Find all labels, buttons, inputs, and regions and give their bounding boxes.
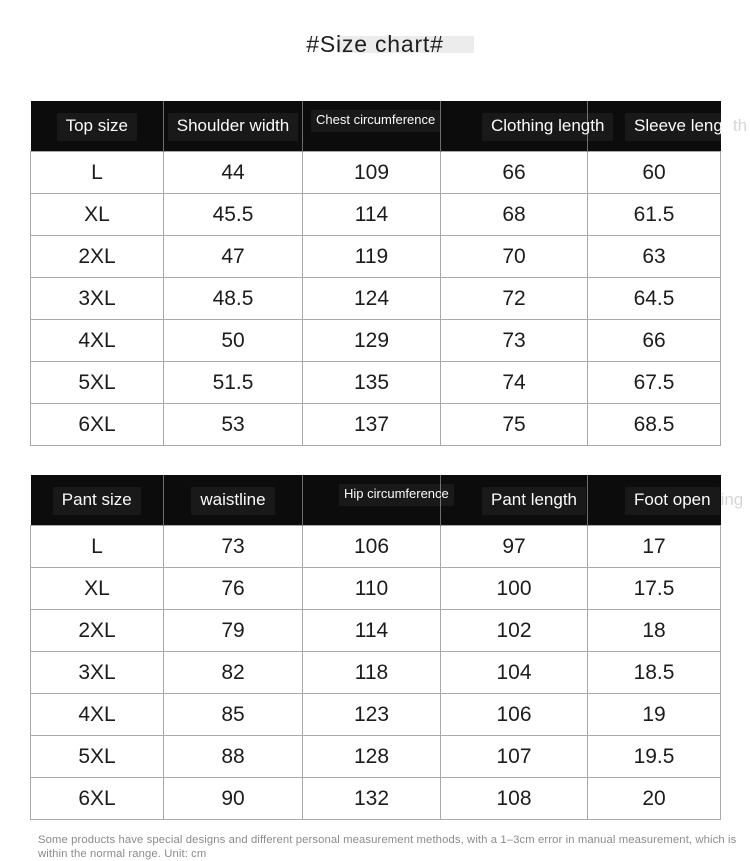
measurement-cell: 88 [164, 736, 303, 778]
measurement-cell: 123 [303, 694, 441, 736]
measurement-cell: 76 [164, 568, 303, 610]
measurement-cell: 19.5 [588, 736, 721, 778]
table-row [31, 568, 721, 610]
pant-size-table-header [31, 475, 721, 526]
size-cell: 5XL [31, 362, 164, 404]
column-header-foot-opening [588, 475, 721, 526]
column-header-waistline [164, 475, 303, 526]
measurement-cell: 53 [164, 404, 303, 446]
page-title-wrap [0, 0, 750, 101]
size-cell: L [31, 526, 164, 568]
table-row [31, 194, 721, 236]
top-size-table-header [31, 101, 721, 152]
measurement-cell: 110 [303, 568, 441, 610]
column-header-shoulder-width [164, 101, 303, 152]
measurement-cell: 114 [303, 194, 441, 236]
measurement-cell: 48.5 [164, 278, 303, 320]
measurement-cell: 18.5 [588, 652, 721, 694]
column-label-clipped-tail: ing [720, 490, 744, 509]
measurement-cell: 17 [588, 526, 721, 568]
size-cell: 6XL [31, 404, 164, 446]
pant-size-table [30, 475, 721, 820]
column-label: Hip circumference [339, 484, 454, 506]
column-header-clothing-length [441, 101, 588, 152]
measurement-cell: 90 [164, 778, 303, 820]
size-cell: XL [31, 568, 164, 610]
measurement-cell: 128 [303, 736, 441, 778]
measurement-cell: 114 [303, 610, 441, 652]
size-cell: L [31, 152, 164, 194]
measurement-cell: 132 [303, 778, 441, 820]
table-row [31, 652, 721, 694]
header-row [31, 475, 721, 526]
measurement-cell: 19 [588, 694, 721, 736]
column-header-pant-length [441, 475, 588, 526]
table-row [31, 736, 721, 778]
column-label-clipped-tail: th [732, 116, 747, 135]
measurement-note-line-1: Some products have special designs and different personal measurement methods, with a 1–3cm error in manual measurement, which is [38, 834, 738, 848]
measurement-cell: 47 [164, 236, 303, 278]
measurement-cell: 51.5 [164, 362, 303, 404]
measurement-cell: 104 [441, 652, 588, 694]
column-label: Chest circumference [311, 110, 440, 132]
measurement-cell: 85 [164, 694, 303, 736]
measurement-cell: 119 [303, 236, 441, 278]
measurement-cell: 109 [303, 152, 441, 194]
table-row [31, 152, 721, 194]
measurement-cell: 97 [441, 526, 588, 568]
measurement-note [38, 834, 738, 861]
measurement-cell: 106 [303, 526, 441, 568]
measurement-cell: 100 [441, 568, 588, 610]
column-header-top-size [31, 101, 164, 152]
column-label: Foot open [625, 487, 720, 515]
measurement-cell: 61.5 [588, 194, 721, 236]
measurement-cell: 73 [164, 526, 303, 568]
measurement-cell: 102 [441, 610, 588, 652]
column-label: Clothing length [482, 113, 613, 141]
table-row [31, 278, 721, 320]
measurement-cell: 44 [164, 152, 303, 194]
measurement-cell: 72 [441, 278, 588, 320]
table-row [31, 610, 721, 652]
measurement-cell: 18 [588, 610, 721, 652]
top-size-table-body [31, 152, 721, 446]
table-row [31, 362, 721, 404]
measurement-cell: 124 [303, 278, 441, 320]
measurement-cell: 79 [164, 610, 303, 652]
column-label: Pant size [53, 487, 141, 515]
measurement-cell: 118 [303, 652, 441, 694]
measurement-cell: 135 [303, 362, 441, 404]
size-cell: 3XL [31, 652, 164, 694]
measurement-cell: 66 [441, 152, 588, 194]
measurement-cell: 129 [303, 320, 441, 362]
measurement-cell: 70 [441, 236, 588, 278]
measurement-cell: 137 [303, 404, 441, 446]
measurement-cell: 45.5 [164, 194, 303, 236]
column-label: Pant length [482, 487, 586, 515]
size-cell: 2XL [31, 610, 164, 652]
top-size-table [30, 101, 721, 446]
measurement-cell: 50 [164, 320, 303, 362]
measurement-cell: 107 [441, 736, 588, 778]
column-header-pant-size [31, 475, 164, 526]
table-row [31, 694, 721, 736]
table-row [31, 236, 721, 278]
size-cell: XL [31, 194, 164, 236]
measurement-cell: 73 [441, 320, 588, 362]
measurement-cell: 20 [588, 778, 721, 820]
measurement-cell: 75 [441, 404, 588, 446]
measurement-cell: 74 [441, 362, 588, 404]
size-cell: 4XL [31, 320, 164, 362]
column-label: Shoulder width [168, 113, 298, 141]
measurement-cell: 108 [441, 778, 588, 820]
measurement-cell: 63 [588, 236, 721, 278]
measurement-cell: 66 [588, 320, 721, 362]
measurement-cell: 60 [588, 152, 721, 194]
column-header-hip-circumference [303, 475, 441, 526]
measurement-note-line-2: within the normal range. Unit: cm [38, 848, 738, 861]
measurement-cell: 68.5 [588, 404, 721, 446]
measurement-cell: 17.5 [588, 568, 721, 610]
table-row [31, 320, 721, 362]
measurement-cell: 82 [164, 652, 303, 694]
table-row [31, 778, 721, 820]
pant-size-table-body [31, 526, 721, 820]
column-label: Sleeve leng [625, 113, 732, 141]
measurement-cell: 106 [441, 694, 588, 736]
size-cell: 3XL [31, 278, 164, 320]
page-title: #Size chart# [306, 31, 443, 58]
measurement-cell: 64.5 [588, 278, 721, 320]
measurement-cell: 68 [441, 194, 588, 236]
size-cell: 5XL [31, 736, 164, 778]
table-row [31, 404, 721, 446]
table-row [31, 526, 721, 568]
column-header-chest-circumference [303, 101, 441, 152]
size-cell: 6XL [31, 778, 164, 820]
header-row [31, 101, 721, 152]
column-label: Top size [57, 113, 137, 141]
column-label: waistline [191, 487, 274, 515]
size-cell: 2XL [31, 236, 164, 278]
size-cell: 4XL [31, 694, 164, 736]
measurement-cell: 67.5 [588, 362, 721, 404]
